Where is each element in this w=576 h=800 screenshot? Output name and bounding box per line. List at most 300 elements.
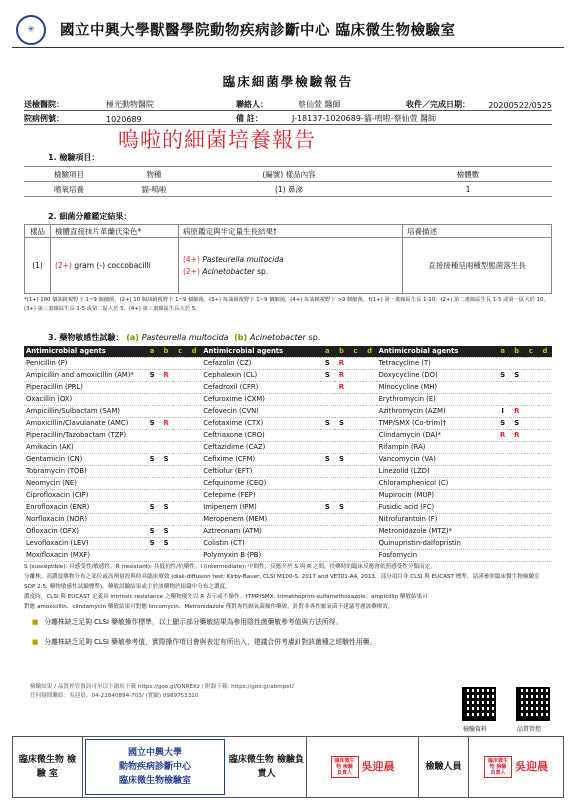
result-a	[496, 381, 510, 393]
result-b	[334, 465, 348, 477]
section3-title-prefix: 3. 藥物敏感性試驗：	[48, 333, 124, 342]
result-a	[320, 477, 334, 489]
col-letter: a	[496, 346, 510, 357]
result-c	[524, 381, 538, 393]
stamp-line: 動物疾病診斷中心	[118, 762, 191, 772]
result-a	[496, 393, 510, 405]
result-d	[187, 417, 201, 429]
t1-header-species: 物種	[114, 167, 194, 182]
pathogen2-name: Acinetobacter	[202, 267, 255, 276]
result-d	[538, 357, 552, 369]
result-d	[363, 549, 377, 561]
col-header: Antimicrobial agents	[24, 346, 145, 357]
info-block	[24, 97, 552, 125]
signature-row	[12, 736, 564, 798]
result-b	[159, 441, 173, 453]
result-a: S	[320, 357, 334, 369]
col-header: Antimicrobial agents	[201, 346, 320, 357]
drug-name: Amoxicillin/Clavulanate (AMC)	[24, 417, 145, 429]
result-b	[510, 465, 524, 477]
result-a: S	[320, 453, 334, 465]
drug-name: Metronidazole (MTZ)*	[377, 525, 496, 537]
t2-gram	[51, 238, 179, 294]
drug-name: Gentamicin (CN)	[24, 453, 145, 465]
result-d	[538, 417, 552, 429]
result-a	[320, 405, 334, 417]
result-b: R	[510, 405, 524, 417]
result-b	[510, 513, 524, 525]
note-value: J-18137-1020689-貓-嗚啦-蔡仙萱 醫師	[292, 114, 437, 123]
result-c	[348, 537, 362, 549]
result-a	[320, 465, 334, 477]
qr-code-icon[interactable]	[516, 687, 550, 721]
drug-name: Cefovecin (CVN)	[201, 405, 320, 417]
result-a: S	[145, 369, 159, 381]
result-d	[187, 465, 201, 477]
result-d	[538, 513, 552, 525]
col-letter: d	[538, 346, 552, 357]
result-b	[334, 525, 348, 537]
gram-text: gram (-) coccobacilli	[74, 261, 151, 270]
result-b	[510, 525, 524, 537]
legend-line: 濃度時，CLSI 與 EUCAST 定義具 intrinsic resistance 之藥物優先以 R 表示或不操作。†TMP/SMX: trimethoprim-sulfamethoxazole。ampicillin 藥敏結果可	[24, 594, 428, 600]
date-value: 20200522/0525	[488, 101, 552, 110]
table-row	[24, 489, 552, 501]
note-text: 分離株缺乏足夠 CLSI 藥敏參考值，實際操作項目會與表定有所出入，建議合併考慮針對該菌種之經驗性用藥。	[44, 638, 377, 646]
result-a	[320, 525, 334, 537]
result-a	[145, 489, 159, 501]
result-c	[524, 489, 538, 501]
table-row	[24, 441, 552, 453]
result-a	[320, 537, 334, 549]
result-c	[348, 369, 362, 381]
table-row	[24, 525, 552, 537]
drug-name: Cefixime (CFM)	[201, 453, 320, 465]
result-b: R	[334, 381, 348, 393]
result-c	[173, 381, 187, 393]
bullet-icon: ■	[32, 638, 39, 646]
result-a: S	[145, 417, 159, 429]
result-c	[348, 501, 362, 513]
result-a	[145, 429, 159, 441]
t2-header-gram: 檢體直接抹片革蘭氏染色*	[51, 225, 179, 238]
result-a	[496, 489, 510, 501]
drug-name: Cefuroxime (CXM)	[201, 393, 320, 405]
result-d	[363, 369, 377, 381]
drug-name: Rifampin (RA)	[377, 441, 496, 453]
result-a	[320, 429, 334, 441]
organism-a-name: Pasteurella multocida	[141, 333, 229, 342]
case-value: 1020689	[106, 115, 142, 124]
result-a	[145, 549, 159, 561]
result-d	[538, 381, 552, 393]
date-label: 收件／完成日期：	[406, 100, 470, 109]
result-c	[524, 369, 538, 381]
result-b	[334, 393, 348, 405]
col-letter: b	[334, 346, 348, 357]
result-d	[363, 429, 377, 441]
drug-name: Tobramycin (TOB)	[24, 465, 145, 477]
stamp-small-text: 臨床微生物 檢驗負責人	[484, 756, 512, 778]
result-d	[538, 537, 552, 549]
result-b	[510, 489, 524, 501]
isolation-footnote: *(1+) 100 個油鏡視野下 1~9 個細菌，(2+) 10 個油鏡視野下 1~9 個細菌，(3+) 每油鏡視野下 1~9 個細菌，(4+) 每油鏡視野下 >9 個細菌。†(1+) 第一畫線區生長 1-10，(2+) 第二畫線區生長 1-5 或第一區大於 10，(3+) 第三畫線區生長 1-5 或第二區大於 5，(4+) 第三畫線區生長大於 5。	[24, 297, 549, 312]
result-b: S	[334, 453, 348, 465]
result-c	[348, 513, 362, 525]
report-title: 臨床細菌學檢驗報告	[222, 74, 354, 89]
result-d	[538, 489, 552, 501]
result-d	[363, 453, 377, 465]
contact-line: 任何疑問聯絡：吳迎晨，04-22840894-703/ (實驗) 0989753310	[30, 693, 199, 699]
drug-name: Cefquinome (CEQ)	[201, 477, 320, 489]
result-a	[320, 393, 334, 405]
handwritten-title: 嗚啦的細菌培養報告	[118, 128, 316, 152]
result-a	[320, 549, 334, 561]
result-b: S	[510, 369, 524, 381]
drug-name: Fosfomycin	[377, 549, 496, 561]
t1-header-sample: (編號) 樣品內容	[194, 167, 384, 182]
result-a	[496, 501, 510, 513]
legend-line: 分離株。高濃度藥物分布之部位或高劑量投與時具臨床療效 (disk-diffusion test; Kirby-Bauer, CLSI M100-S, 2017 and VET01-A4, 2013，部分項目非 CLSI 與 EUCAST 標準，請謹參照臨床微生物檢驗室 SOP 2.5: 藥物敏感性試驗標準)。藥敏試驗結果或主於該藥物於組織中分布之濃度，	[24, 574, 540, 590]
result-d	[187, 477, 201, 489]
t1-header-item: 檢驗項目	[24, 167, 114, 182]
result-b: S	[510, 417, 524, 429]
drug-name: Cefepime (FEP)	[201, 489, 320, 501]
stamp-line: 臨床微生物檢驗室	[118, 776, 191, 786]
result-c	[173, 489, 187, 501]
result-a	[496, 357, 510, 369]
result-b	[510, 393, 524, 405]
result-b	[510, 549, 524, 561]
supervisor-stamp	[307, 737, 419, 797]
result-a	[145, 477, 159, 489]
drug-name: Imipenem (IPM)	[201, 501, 320, 513]
col-letter: d	[363, 346, 377, 357]
susceptibility-legend	[24, 562, 552, 612]
result-c	[348, 381, 362, 393]
drug-name: Ceftazidime (CAZ)	[201, 441, 320, 453]
drug-name: Meropenem (MEM)	[201, 513, 320, 525]
result-a	[145, 393, 159, 405]
result-b	[159, 513, 173, 525]
result-d	[538, 465, 552, 477]
qr1-label: 檢驗資料	[463, 726, 488, 733]
result-c	[348, 549, 362, 561]
result-c	[173, 537, 187, 549]
result-d	[538, 405, 552, 417]
result-d	[538, 441, 552, 453]
result-c	[524, 477, 538, 489]
section2-title: 2. 細菌分離鑑定結果：	[48, 212, 132, 221]
result-c	[173, 405, 187, 417]
result-c	[173, 549, 187, 561]
result-d	[538, 393, 552, 405]
result-c	[524, 441, 538, 453]
bullet-icon: ■	[32, 618, 39, 626]
pathogen1-name: Pasteurella multocida	[202, 255, 284, 264]
note-1	[32, 616, 342, 626]
result-c	[524, 525, 538, 537]
drug-name: Chloramphenicol (C)	[377, 477, 496, 489]
result-a	[145, 381, 159, 393]
result-d	[187, 501, 201, 513]
drug-name: Ampicillin and amoxicillin (AM)*	[24, 369, 145, 381]
col-letter: a	[320, 346, 334, 357]
section1-title: 1. 檢驗項目：	[48, 153, 100, 162]
drug-name: Aztreonam (ATM)	[201, 525, 320, 537]
result-d	[187, 513, 201, 525]
result-b	[510, 441, 524, 453]
drug-name: Mupirocin (MUP)	[377, 489, 496, 501]
result-b	[159, 429, 173, 441]
table-row	[25, 238, 552, 294]
drug-name: Cefazolin (CZ)	[201, 357, 320, 369]
result-d	[187, 525, 201, 537]
result-b: R	[159, 417, 173, 429]
drug-name: Erythromycin (E)	[377, 393, 496, 405]
result-d	[363, 525, 377, 537]
result-c	[173, 417, 187, 429]
result-d	[363, 405, 377, 417]
result-c	[348, 405, 362, 417]
pathogen2-grade: (2+)	[183, 267, 200, 276]
result-c	[348, 477, 362, 489]
result-a: S	[496, 417, 510, 429]
table-row	[24, 381, 552, 393]
result-d	[187, 537, 201, 549]
result-c	[173, 357, 187, 369]
result-b: R	[510, 429, 524, 441]
drug-name: Azithromycin (AZM)	[377, 405, 496, 417]
inspector-name: 吳迎晨	[515, 760, 548, 773]
inspector-label: 檢驗人員	[419, 737, 469, 797]
drug-name: Clindamycin (DA)*	[377, 429, 496, 441]
result-b	[510, 501, 524, 513]
result-c	[173, 501, 187, 513]
t1-cell: 1	[384, 182, 552, 197]
result-d	[363, 489, 377, 501]
contact-footer	[30, 683, 294, 701]
result-c	[173, 393, 187, 405]
result-a	[496, 525, 510, 537]
result-a: S	[145, 453, 159, 465]
result-d	[187, 441, 201, 453]
result-a	[145, 513, 159, 525]
note-2	[32, 636, 376, 646]
result-c	[348, 489, 362, 501]
result-a	[496, 513, 510, 525]
drug-name: Enrofloxacin (ENR)	[24, 501, 145, 513]
result-a	[320, 489, 334, 501]
pathogen2-suffix: sp.	[257, 267, 269, 276]
result-c	[348, 429, 362, 441]
result-d	[363, 465, 377, 477]
drug-name: Ceftiofur (EFT)	[201, 465, 320, 477]
drug-name: Fusidic acid (FC)	[377, 501, 496, 513]
supervisor-label: 臨床微生物 檢驗負責人	[227, 737, 307, 797]
result-b	[334, 477, 348, 489]
note-text: 分離株缺乏足夠 CLSI 藥敏操作標準，以上顯示部分藥敏結果為參用陰性菌藥敏參考值與方法所得。	[44, 618, 343, 626]
result-a	[320, 381, 334, 393]
table-row	[24, 501, 552, 513]
result-c	[348, 453, 362, 465]
table-row	[24, 393, 552, 405]
t2-header-pathogen: 病原鑑定與半定量生長結果†	[179, 225, 403, 238]
organism-b-suffix: sp.	[308, 333, 321, 342]
table-row	[24, 357, 552, 369]
result-a: S	[145, 537, 159, 549]
drug-name: Linezolid (LZD)	[377, 465, 496, 477]
result-d	[187, 453, 201, 465]
test-items-table	[24, 166, 552, 197]
organism-b-name: Acinetobacter	[249, 333, 306, 342]
result-c	[524, 453, 538, 465]
t2-pathogen	[179, 238, 403, 294]
result-b	[334, 405, 348, 417]
result-b	[510, 381, 524, 393]
result-b: S	[159, 537, 173, 549]
result-a	[145, 465, 159, 477]
stamp-small-text: 臨床微生物 檢驗負責人	[331, 756, 359, 778]
contact-value: 蔡仙萱 醫師	[298, 100, 341, 109]
legend-line: S (susceptible): 具感受性/敏感性。R (resistant): 具抵抗性/抗藥性。I (intermediate): 中間性，反應介於 S 與 R 之間，投藥時的臨床反應會依照感受性分類而定。	[24, 564, 436, 570]
result-d	[363, 393, 377, 405]
result-b	[334, 489, 348, 501]
lab-title: 國立中興大學獸醫學院動物疾病診斷中心 臨床微生物檢驗室	[60, 22, 456, 39]
table-row	[24, 513, 552, 525]
result-c	[524, 549, 538, 561]
result-b: S	[159, 453, 173, 465]
result-a: S	[145, 525, 159, 537]
drug-name: Moxifloxacin (MXF)	[24, 549, 145, 561]
result-c	[173, 369, 187, 381]
lab-label: 臨床微生物 檢 驗 室	[13, 737, 83, 797]
t2-sample: (1)	[25, 238, 51, 294]
section3-title	[48, 332, 320, 343]
drug-name: Ofloxacin (OFX)	[24, 525, 145, 537]
col-letter: b	[510, 346, 524, 357]
result-d	[363, 417, 377, 429]
table-row	[24, 405, 552, 417]
drug-name: Cefadroxil (CFR)	[201, 381, 320, 393]
result-b	[159, 489, 173, 501]
table-row	[24, 182, 552, 197]
pathogen1-grade: (4+)	[183, 255, 200, 264]
result-d	[187, 489, 201, 501]
t1-cell: 嗜氧培養	[24, 182, 114, 197]
result-c	[173, 465, 187, 477]
note-label: 備 註：	[236, 114, 263, 123]
result-b	[510, 537, 524, 549]
col-letter: d	[187, 346, 201, 357]
table-row	[24, 429, 552, 441]
result-b	[159, 477, 173, 489]
drug-name: Ampicillin/Sulbactam (SAM)	[24, 405, 145, 417]
drug-name: Vancomycin (VA)	[377, 453, 496, 465]
result-b: R	[334, 357, 348, 369]
result-a: S	[145, 501, 159, 513]
table-row	[24, 369, 552, 381]
result-b: R	[334, 369, 348, 381]
t1-cell: 貓-嗚啦	[114, 182, 194, 197]
result-c	[524, 357, 538, 369]
drug-name: Piperacillin/Tazobactam (TZP)	[24, 429, 145, 441]
result-d	[363, 477, 377, 489]
drug-name: TMP/SMX (Co-trim)†	[377, 417, 496, 429]
result-c	[524, 405, 538, 417]
result-b: S	[334, 501, 348, 513]
result-d	[187, 549, 201, 561]
qr-code-icon[interactable]	[462, 687, 496, 721]
t1-header-count: 檢體數	[384, 167, 552, 182]
table-row	[24, 477, 552, 489]
result-a: R	[496, 429, 510, 441]
result-b	[159, 381, 173, 393]
result-d	[538, 525, 552, 537]
result-b	[159, 549, 173, 561]
result-a: S	[320, 417, 334, 429]
drug-name: Piperacillin (PRL)	[24, 381, 145, 393]
result-c	[524, 465, 538, 477]
case-label: 院病例號：	[24, 114, 64, 123]
drug-name: Cephalexin (CL)	[201, 369, 320, 381]
drug-name: Oxacillin (OX)	[24, 393, 145, 405]
result-d	[187, 381, 201, 393]
drug-name: Doxycycline (DO)	[377, 369, 496, 381]
inspector-stamp	[469, 737, 563, 797]
result-b	[334, 537, 348, 549]
supervisor-name: 吳迎晨	[361, 760, 395, 773]
result-a	[496, 453, 510, 465]
header-bar	[12, 12, 564, 48]
table-row	[24, 549, 552, 561]
result-b: R	[159, 369, 173, 381]
result-c	[348, 357, 362, 369]
col-letter: a	[145, 346, 159, 357]
result-d	[538, 501, 552, 513]
table-header-row	[24, 346, 552, 357]
hospital-value: 極光動物醫院	[106, 100, 154, 109]
result-c	[524, 417, 538, 429]
table-row	[24, 537, 552, 549]
qr2-label: 品質管控	[517, 726, 542, 733]
download-line: 檢驗結果 / 品質控管資訊可至以下網址下載 https://goo.gl/DNREXz / 附錄下載: https://goo.gl/abmpeU	[30, 684, 294, 690]
drug-name: Levofloxacin (LEV)	[24, 537, 145, 549]
result-d	[538, 369, 552, 381]
result-c	[524, 429, 538, 441]
result-c	[173, 441, 187, 453]
result-d	[363, 513, 377, 525]
organism-b-label: (b)	[234, 333, 248, 342]
result-c	[524, 537, 538, 549]
result-c	[173, 525, 187, 537]
result-a	[496, 441, 510, 453]
drug-name: Ciprofloxacin (CIP)	[24, 489, 145, 501]
col-header: Antimicrobial agents	[377, 346, 496, 357]
result-d	[363, 501, 377, 513]
result-b	[159, 357, 173, 369]
drug-name: Norfloxacin (NOR)	[24, 513, 145, 525]
result-a	[145, 441, 159, 453]
organism-a-label: (a)	[126, 333, 139, 342]
drug-name: Tetracycline (T)	[377, 357, 496, 369]
result-d	[187, 393, 201, 405]
result-d	[187, 357, 201, 369]
result-a	[320, 441, 334, 453]
drug-name: Cefotaxime (CTX)	[201, 417, 320, 429]
col-letter: b	[159, 346, 173, 357]
gram-grade: (2+)	[55, 261, 72, 270]
